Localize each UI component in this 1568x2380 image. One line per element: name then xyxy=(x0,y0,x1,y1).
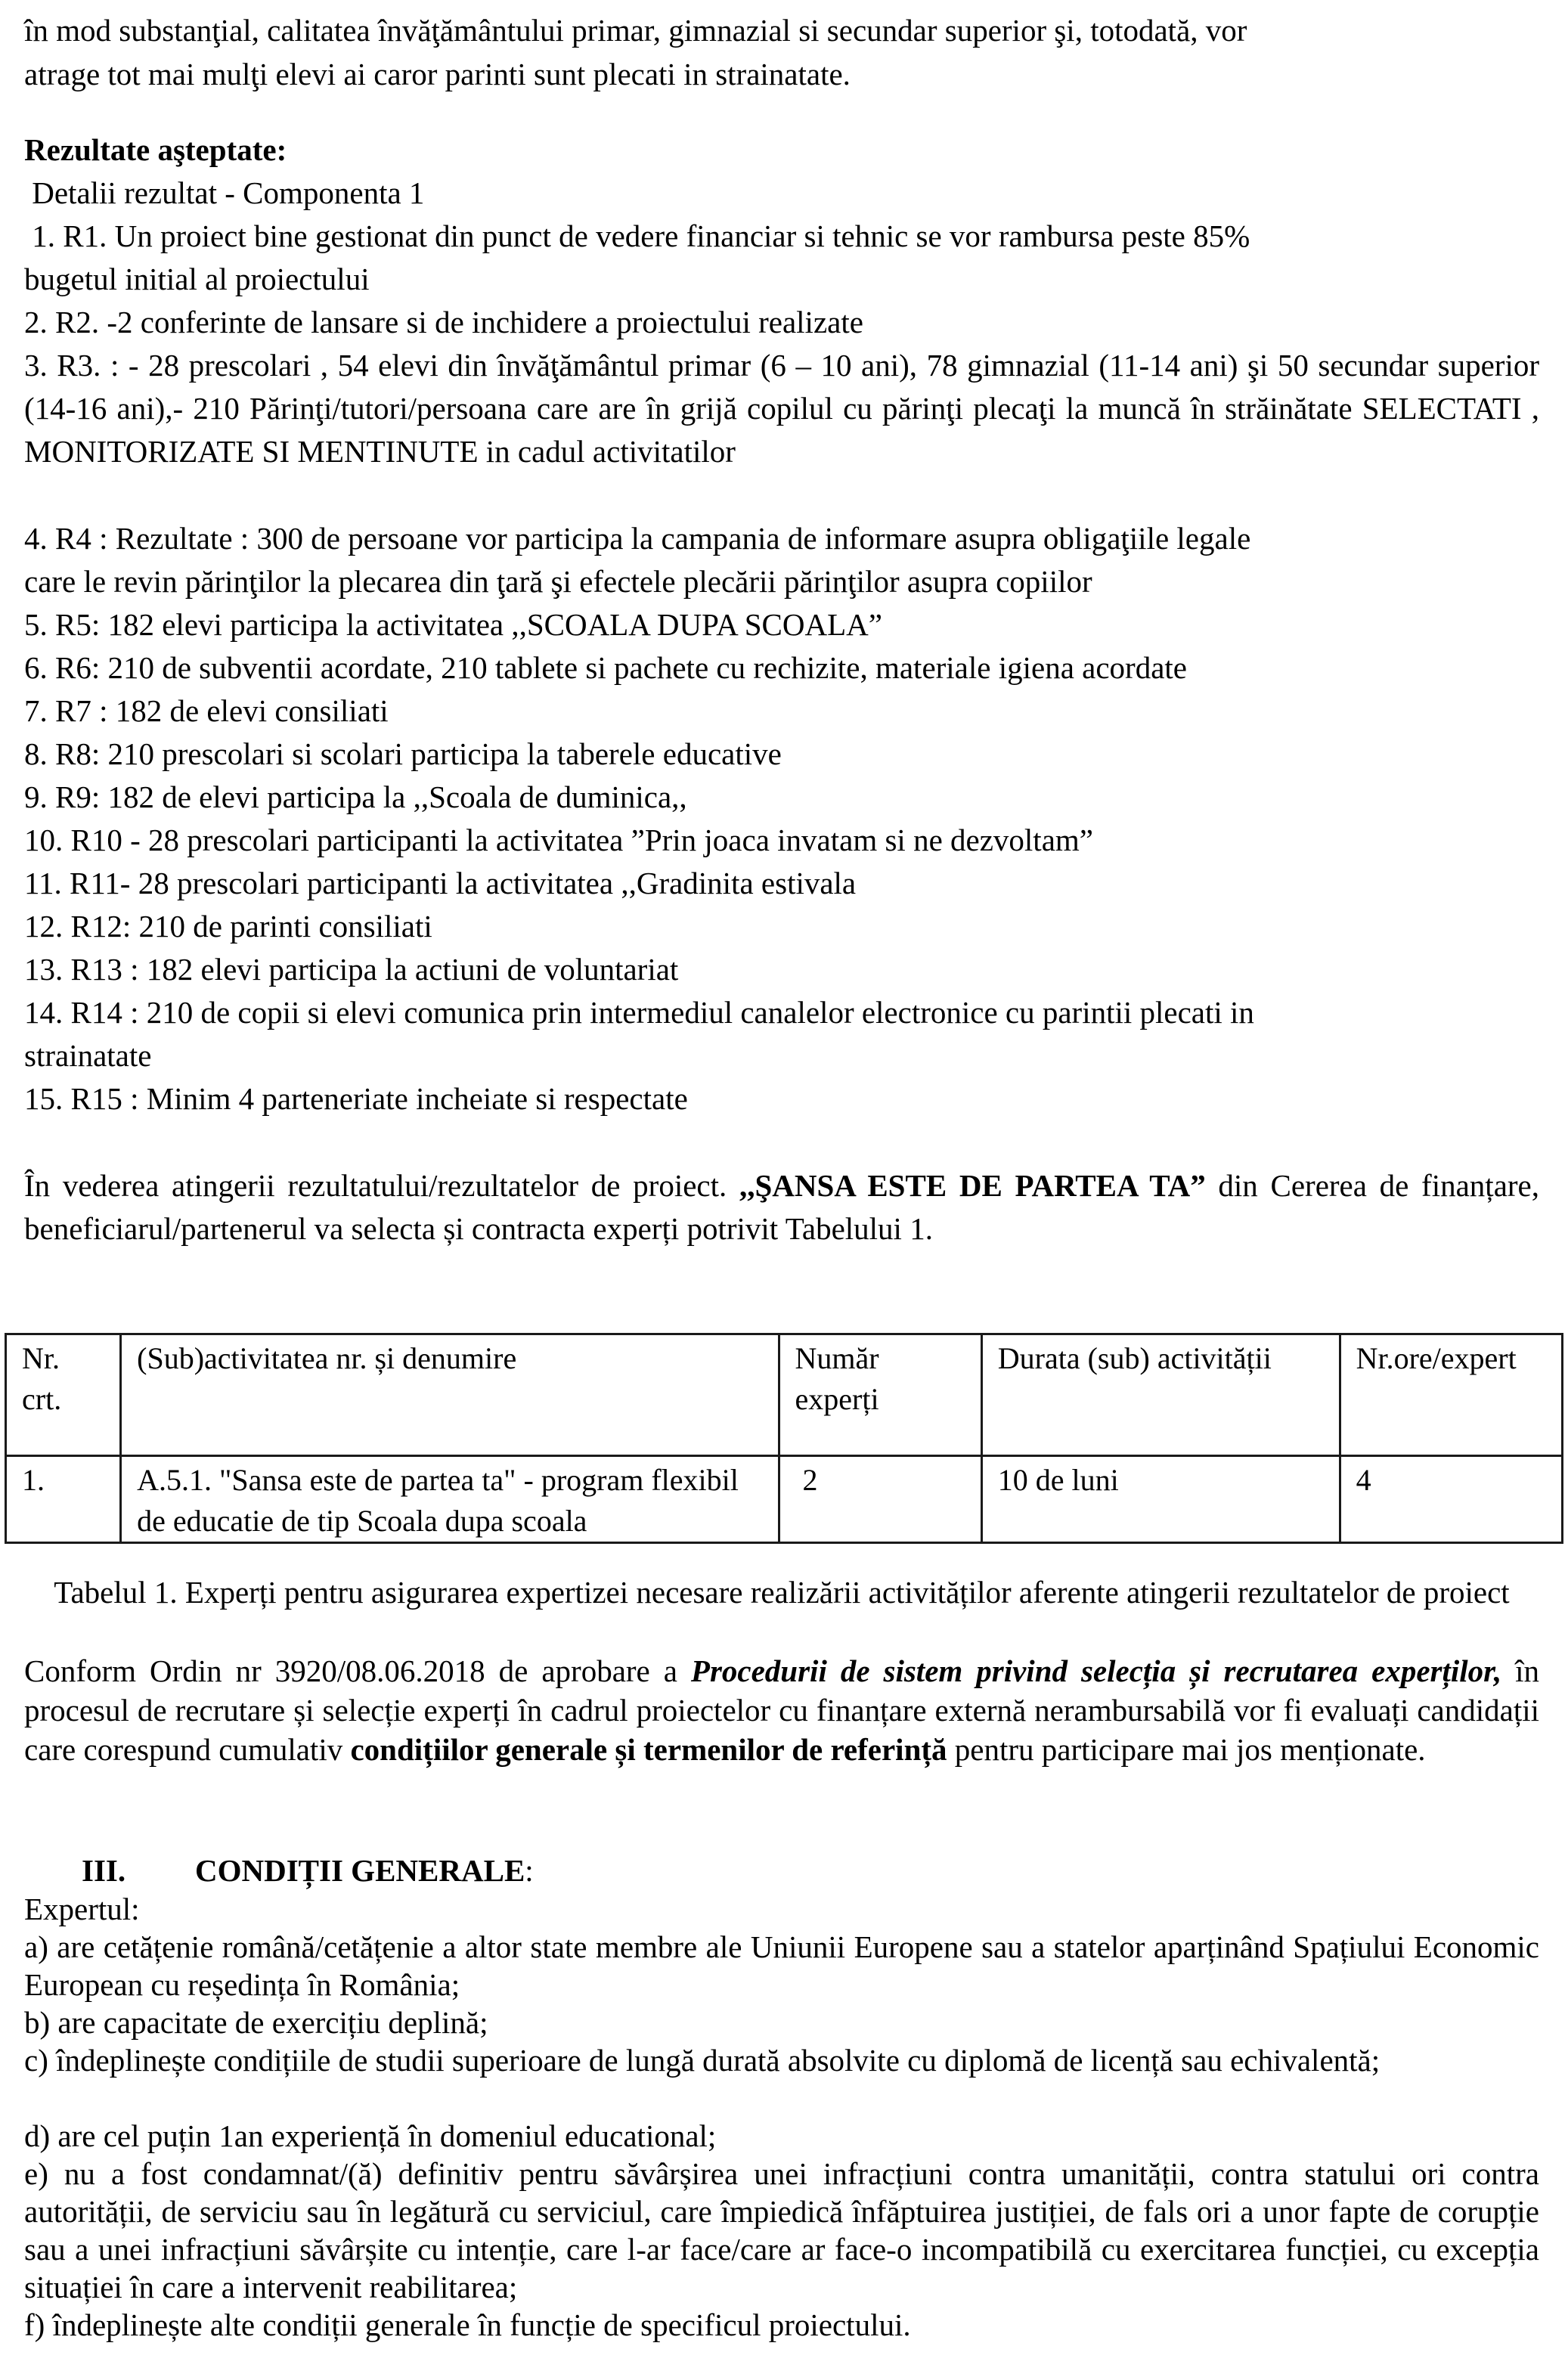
condition-e: e) nu a fost condamnat/(ă) definitiv pentru săvârșirea unei infracțiuni contra umanității, contra statului ori contra autorității, de serviciu sau în legătură cu serviciul, care împiedică înfăptuirea justiției, de fals ori a unor fapte de corupție sau a unei infracțiuni săvârșite cu intenție, care l-ar face/care ar face-o incompatibilă cu exercitarea funcției, cu excepția situației în care a intervenit reabilitarea; xyxy=(24,2156,1539,2304)
condition-f: f) îndeplinește alte condiții generale în funcție de specificul proiectului. xyxy=(24,2307,911,2342)
cell-nr: 1. xyxy=(6,1456,121,1543)
condition-d: d) are cel puțin 1an experiență în domeniul educational; xyxy=(24,2118,717,2153)
result-item-10: 10. R10 - 28 prescolari participanti la activitatea ”Prin joaca invatam si ne dezvoltam” xyxy=(24,823,1093,857)
experts-table xyxy=(5,1333,1563,1544)
intro-line-2: atrage tot mai mulţi elevi ai caror parinti sunt plecati in strainatate. xyxy=(24,57,851,91)
cell-hours-per-expert: 4 xyxy=(1340,1456,1562,1543)
result-item-5: 5. R5: 182 elevi participa la activitatea ,,SCOALA DUPA SCOALA” xyxy=(24,607,882,642)
procedure-name: Procedurii de sistem privind selecția și recrutarea experților, xyxy=(690,1653,1502,1688)
header-hours-per-expert: Nr.ore/expert xyxy=(1340,1334,1562,1456)
section-number: III. xyxy=(82,1853,126,1888)
cell-experts-count: 2 xyxy=(779,1456,981,1543)
cell-activity: A.5.1. "Sansa este de partea ta" - program flexibil de educatie de tip Scoala dupa scoala xyxy=(121,1456,779,1543)
header-duration: Durata (sub) activității xyxy=(981,1334,1340,1456)
result-item-4: 4. R4 : Rezultate : 300 de persoane vor participa la campania de informare asupra obligaţiile legale xyxy=(24,521,1251,556)
result-item-2: 2. R2. -2 conferinte de lansare si de inchidere a proiectului realizate xyxy=(24,305,863,339)
selection-text-after: din Cererea de finanțare, beneficiarul/partenerul va selecta și contracta experți potrivit Tabelului 1. xyxy=(24,1168,1539,1246)
results-heading: Rezultate aşteptate: xyxy=(24,132,287,167)
result-item-15: 15. R15 : Minim 4 parteneriate incheiate si respectate xyxy=(24,1081,688,1116)
table-row xyxy=(6,1456,1563,1543)
conditions-intro: Expertul: xyxy=(24,1892,140,1926)
result-item-11: 11. R11- 28 prescolari participanti la activitatea ,,Gradinita estivala xyxy=(24,866,857,900)
selection-paragraph xyxy=(24,1164,1539,1250)
result-item-14: 14. R14 : 210 de copii si elevi comunica prin intermediul canalelor electronice cu parintii plecati in xyxy=(24,995,1254,1030)
conform-text-1: Conform Ordin nr 3920/08.06.2018 de aprobare a xyxy=(24,1653,691,1688)
result-item-3: 3. R3. : - 28 prescolari , 54 elevi din învăţământul primar (6 – 10 ani), 78 gimnazial (11-14 ani) şi 50 secundar superior (14-16 ani),- 210 Părinţi/tutori/persoana care are în grijă copilul cu părinţi plecaţi la muncă în străinătate SELECTATI , MONITORIZATE SI MENTINUTE in cadul activitatilor xyxy=(24,348,1539,469)
table-header-row xyxy=(6,1334,1563,1456)
cell-duration: 10 de luni xyxy=(981,1456,1340,1543)
condition-b: b) are capacitate de exercițiu deplină; xyxy=(24,2005,488,2040)
result-item-1: 1. R1. Un proiect bine gestionat din punct de vedere financiar si tehnic se vor rambursa peste 85% xyxy=(24,218,1250,253)
result-item-4-cont: care le revin părinţilor la plecarea din ţară şi efectele plecării părinţilor asupra copiilor xyxy=(24,564,1092,599)
condition-a: a) are cetățenie română/cetățenie a altor state membre ale Uniunii Europene sau a statelor aparținând Spațiului Economic European cu reședința în România; xyxy=(24,1929,1539,2002)
project-name: ,,ŞANSA ESTE DE PARTEA TA” xyxy=(739,1168,1206,1203)
result-item-1-cont: bugetul initial al proiectului xyxy=(24,262,370,296)
conditions-reference: condițiilor generale și termenilor de referință xyxy=(350,1732,947,1767)
result-item-9: 9. R9: 182 de elevi participa la ,,Scoala de duminica,, xyxy=(24,779,687,814)
intro-line-1: în mod substanţial, calitatea învăţământului primar, gimnazial si secundar superior şi, totodată, vor xyxy=(24,13,1247,48)
section-title-colon: : xyxy=(525,1853,534,1888)
header-experts-count: Număr experți xyxy=(779,1334,981,1456)
conform-text-3: pentru participare mai jos menționate. xyxy=(947,1732,1426,1767)
selection-text-before: În vederea atingerii rezultatului/rezultatelor de proiect. xyxy=(24,1168,739,1203)
result-item-14-cont: strainatate xyxy=(24,1038,152,1073)
table-caption: Tabelul 1. Experți pentru asigurarea expertizei necesare realizării activităților aferente atingerii rezultatelor de proiect xyxy=(54,1575,1510,1610)
conform-paragraph xyxy=(24,1651,1539,1769)
result-item-7: 7. R7 : 182 de elevi consiliati xyxy=(24,693,389,728)
result-item-13: 13. R13 : 182 elevi participa la actiuni de voluntariat xyxy=(24,952,679,987)
result-item-12: 12. R12: 210 de parinti consiliati xyxy=(24,909,432,944)
section-title: CONDIȚII GENERALE xyxy=(195,1853,525,1888)
conform-text-2: în procesul de recrutare și selecție experți în cadrul proiectelor cu finanțare externă nerambursabilă vor fi evaluați candidații care corespund cumulativ xyxy=(24,1653,1539,1767)
results-subheading: Detalii rezultat - Componenta 1 xyxy=(24,175,425,210)
header-activity: (Sub)activitatea nr. și denumire xyxy=(121,1334,779,1456)
result-item-6: 6. R6: 210 de subventii acordate, 210 tablete si pachete cu rechizite, materiale igiena acordate xyxy=(24,650,1187,685)
header-nr-crt: Nr. crt. xyxy=(6,1334,121,1456)
condition-c: c) îndeplinește condițiile de studii superioare de lungă durată absolvite cu diplomă de licență sau echivalentă; xyxy=(24,2043,1381,2078)
result-item-8: 8. R8: 210 prescolari si scolari participa la taberele educative xyxy=(24,736,782,771)
